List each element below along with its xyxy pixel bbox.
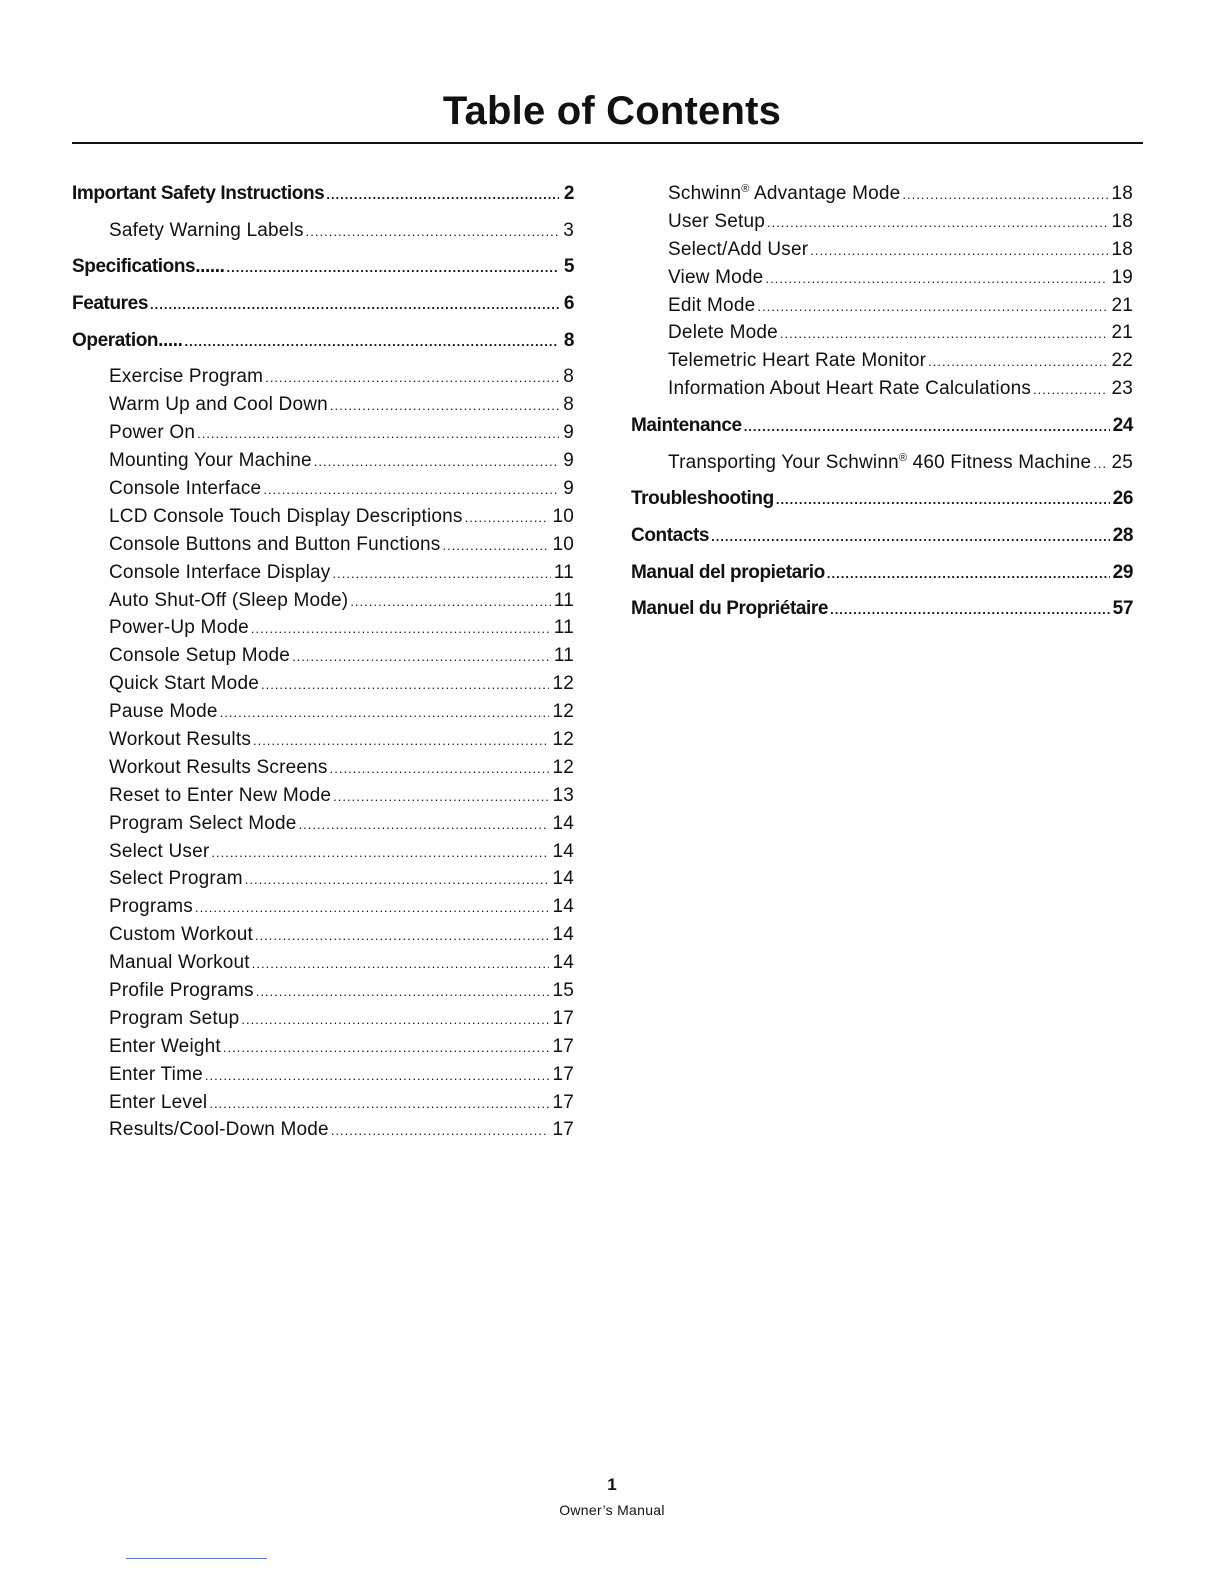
- toc-entry-title: Troubleshooting: [631, 488, 774, 510]
- toc-entry-label: [631, 522, 709, 550]
- toc-entry-label: [72, 180, 324, 208]
- toc-entry-label: [109, 391, 328, 419]
- toc-page-number: 17: [552, 1035, 574, 1057]
- toc-entry-label: [109, 447, 312, 475]
- dot-leader: [223, 1033, 550, 1061]
- toc-page-number: 9: [563, 450, 574, 472]
- toc-page-number: 23: [1111, 378, 1133, 400]
- toc-entry-label: [72, 253, 225, 281]
- dot-leader: [765, 264, 1108, 292]
- toc-page-number: 57: [1112, 598, 1133, 620]
- toc-page-number: 12: [552, 701, 574, 723]
- toc-section-entry[interactable]: [631, 522, 1133, 550]
- dot-leader: [265, 363, 559, 391]
- dot-leader: [292, 642, 551, 670]
- dot-leader: [261, 670, 549, 698]
- toc-page-number: 9: [563, 478, 574, 499]
- dot-leader: [757, 292, 1108, 320]
- toc-page-number: 24: [1112, 414, 1133, 436]
- dot-leader: [827, 559, 1110, 587]
- toc-entry-title: Console Setup Mode: [109, 645, 291, 667]
- toc-page-number: 15: [552, 980, 574, 1002]
- toc-entry-label: [109, 698, 218, 726]
- dot-leader: [205, 1061, 550, 1089]
- toc-subsection-entry[interactable]: [72, 865, 574, 893]
- toc-entry-title: Console Interface Display: [109, 561, 331, 583]
- dot-leader: [711, 522, 1110, 550]
- toc-entry-label: [109, 614, 249, 642]
- toc-page-number: 11: [553, 589, 574, 611]
- toc-subsection-entry[interactable]: [72, 531, 574, 559]
- dot-leader: [776, 485, 1110, 513]
- dot-leader: [253, 726, 549, 754]
- toc-entry-title: Information About Heart Rate Calculations: [668, 378, 1032, 400]
- toc-entry-label: [668, 319, 778, 347]
- toc-page-number: 17: [552, 1007, 574, 1029]
- toc-entry-title: Enter Time: [109, 1063, 203, 1085]
- page-title: Table of Contents: [442, 89, 782, 133]
- footer-link-underline: [126, 1558, 267, 1559]
- toc-entry-title: Schwinn: [668, 183, 742, 204]
- toc-entry-title: Specifications......: [72, 256, 225, 278]
- toc-section-entry[interactable]: [72, 253, 574, 281]
- toc-entry-title: Select/Add User: [668, 238, 809, 260]
- toc-entry-label: [109, 1033, 221, 1061]
- toc-page-number: 29: [1112, 561, 1133, 583]
- toc-subsection-entry[interactable]: [72, 391, 574, 419]
- toc-entry-title: Manual del propietario: [631, 561, 825, 583]
- toc-page-number: 14: [552, 868, 574, 890]
- toc-page-number: 8: [563, 394, 574, 416]
- dot-leader: [220, 698, 550, 726]
- toc-entry-label: [109, 1005, 239, 1033]
- toc-subsection-entry[interactable]: [631, 375, 1133, 403]
- dot-leader: [185, 327, 559, 355]
- dot-leader: [1093, 449, 1108, 477]
- toc-entry-label: [109, 838, 209, 866]
- toc-right-column: [631, 180, 1133, 623]
- dot-leader: [830, 595, 1110, 623]
- toc-subsection-entry[interactable]: [72, 1061, 574, 1089]
- toc-subsection-entry[interactable]: [72, 977, 574, 1005]
- dot-leader: [195, 893, 549, 921]
- toc-entry-title: Contacts: [631, 524, 710, 546]
- dot-leader: [928, 347, 1108, 375]
- toc-subsection-entry[interactable]: [72, 503, 574, 531]
- toc-entry-title: Power-Up Mode: [109, 617, 249, 639]
- footer-text: Owner’s Manual: [559, 1502, 665, 1518]
- toc-entry-title: View Mode: [668, 266, 764, 288]
- toc-subsection-entry[interactable]: [72, 642, 574, 670]
- toc-page-number: 18: [1111, 183, 1133, 204]
- dot-leader: [299, 810, 550, 838]
- toc-entry-title: Operation.....: [72, 329, 183, 351]
- toc-entry-title: Results/Cool-Down Mode: [109, 1119, 329, 1141]
- toc-entry-label: [631, 412, 742, 440]
- dot-leader: [314, 447, 559, 475]
- toc-subsection-entry[interactable]: [72, 670, 574, 698]
- footer-page-number: 1: [607, 1475, 617, 1494]
- toc-page-number: 12: [552, 756, 574, 778]
- toc-entry-title: Reset to Enter New Mode: [109, 784, 332, 806]
- toc-entry-title: Workout Results Screens: [109, 756, 328, 778]
- toc-entry-title: Maintenance: [631, 414, 742, 436]
- toc-page-number: 5: [563, 256, 574, 278]
- registered-mark: ®: [898, 451, 908, 464]
- toc-page-number: 10: [552, 505, 574, 527]
- toc-subsection-entry[interactable]: [72, 782, 574, 810]
- toc-entry-title: Select User: [109, 840, 210, 862]
- toc-subsection-entry[interactable]: [72, 921, 574, 949]
- toc-page-number: 18: [1111, 238, 1133, 260]
- toc-entry-label: [109, 670, 259, 698]
- dot-leader: [245, 865, 550, 893]
- toc-subsection-entry[interactable]: [631, 180, 1133, 208]
- toc-entry-label: [668, 180, 900, 208]
- toc-entry-title: Auto Shut-Off (Sleep Mode): [109, 589, 349, 611]
- toc-section-entry[interactable]: [631, 485, 1133, 513]
- toc-entry-title: Enter Weight: [109, 1035, 221, 1057]
- toc-subsection-entry[interactable]: [72, 1033, 574, 1061]
- toc-entry-title: Manuel du Propriétaire: [631, 598, 829, 620]
- toc-subsection-entry[interactable]: [72, 614, 574, 642]
- dot-leader: [902, 180, 1108, 208]
- toc-entry-title-suffix: 460 Fitness Machine: [907, 451, 1092, 473]
- toc-entry-title: Safety Warning Labels: [109, 219, 304, 241]
- toc-entry-label: [668, 292, 755, 320]
- toc-page-number: 18: [1111, 210, 1133, 232]
- dot-leader: [241, 1005, 549, 1033]
- dot-leader: [330, 391, 559, 419]
- toc-subsection-entry[interactable]: [631, 347, 1133, 375]
- toc-subsection-entry[interactable]: [72, 726, 574, 754]
- toc-subsection-entry[interactable]: [72, 754, 574, 782]
- toc-section-entry[interactable]: [72, 180, 574, 208]
- toc-entry-label: [109, 726, 251, 754]
- toc-entry-label: [109, 1089, 207, 1117]
- toc-page-number: 28: [1112, 524, 1133, 546]
- toc-subsection-entry[interactable]: [72, 363, 574, 391]
- toc-entry-label: [668, 236, 808, 264]
- toc-page-number: 22: [1111, 350, 1133, 372]
- toc-entry-label: [72, 290, 148, 318]
- dot-leader: [255, 921, 550, 949]
- toc-entry-title: Programs: [109, 896, 193, 918]
- toc-subsection-entry[interactable]: [72, 447, 574, 475]
- dot-leader: [442, 531, 549, 559]
- toc-entry-label: [109, 503, 463, 531]
- toc-page-number: 11: [553, 617, 574, 639]
- toc-page-number: 9: [563, 422, 574, 444]
- toc-entry-label: [668, 347, 926, 375]
- toc-page-number: 21: [1111, 294, 1133, 316]
- toc-page-number: 12: [552, 673, 574, 695]
- dot-leader: [209, 1089, 549, 1117]
- toc-subsection-entry[interactable]: [631, 208, 1133, 236]
- toc-entry-title: Workout Results: [109, 729, 252, 751]
- toc-entry-label: [109, 810, 297, 838]
- toc-entry-title: Console Interface: [109, 478, 262, 499]
- toc-subsection-entry[interactable]: [72, 475, 574, 503]
- toc-entry-title: Manual Workout: [109, 952, 250, 974]
- dot-leader: [306, 217, 559, 245]
- toc-section-entry[interactable]: [72, 327, 574, 355]
- toc-entry-title: Program Setup: [109, 1007, 240, 1029]
- toc-entry-label: [109, 475, 261, 503]
- toc-entry-title: Mounting Your Machine: [109, 450, 312, 472]
- toc-page-number: 19: [1111, 266, 1133, 288]
- toc-entry-label: [668, 208, 765, 236]
- dot-leader: [767, 208, 1108, 236]
- toc-entry-label: [109, 559, 331, 587]
- toc-entry-title: Program Select Mode: [109, 812, 297, 834]
- toc-entry-title: Transporting Your Schwinn: [668, 451, 899, 473]
- toc-subsection-entry[interactable]: [631, 264, 1133, 292]
- toc-subsection-entry[interactable]: [72, 893, 574, 921]
- toc-subsection-entry[interactable]: [631, 292, 1133, 320]
- toc-entry-title: Select Program: [109, 868, 243, 890]
- dot-leader: [350, 587, 551, 615]
- toc-subsection-entry[interactable]: [72, 810, 574, 838]
- dot-leader: [263, 475, 559, 503]
- toc-section-entry[interactable]: [72, 290, 574, 318]
- dot-leader: [744, 412, 1110, 440]
- toc-page-number: 3: [563, 219, 574, 241]
- toc-subsection-entry[interactable]: [72, 419, 574, 447]
- toc-page-number: 17: [552, 1119, 574, 1141]
- title-divider: [72, 142, 1143, 144]
- toc-page-number: 17: [552, 1063, 574, 1085]
- toc-subsection-entry[interactable]: [631, 236, 1133, 264]
- toc-entry-title: Edit Mode: [668, 294, 756, 316]
- toc-page-number: 14: [552, 840, 574, 862]
- toc-entry-label: [109, 363, 263, 391]
- toc-subsection-entry[interactable]: [72, 1089, 574, 1117]
- toc-subsection-entry[interactable]: [72, 698, 574, 726]
- dot-leader: [150, 290, 559, 318]
- toc-entry-title: Console Buttons and Button Functions: [109, 533, 441, 555]
- dot-leader: [810, 236, 1108, 264]
- toc-subsection-entry[interactable]: [72, 217, 574, 245]
- toc-entry-title: Telemetric Heart Rate Monitor: [668, 350, 927, 372]
- toc-entry-label: [668, 375, 1031, 403]
- toc-page-number: 14: [552, 952, 574, 974]
- toc-page-number: 2: [563, 183, 574, 204]
- toc-page-number: 12: [552, 729, 574, 751]
- toc-subsection-entry[interactable]: [631, 319, 1133, 347]
- dot-leader: [211, 838, 549, 866]
- toc-page-number: 13: [552, 784, 574, 806]
- toc-entry-title: LCD Console Touch Display Descriptions: [109, 505, 463, 527]
- dot-leader: [227, 253, 560, 281]
- dot-leader: [465, 503, 550, 531]
- toc-entry-title: Important Safety Instructions: [72, 183, 325, 204]
- toc-entry-label: [109, 865, 243, 893]
- toc-section-entry[interactable]: [631, 595, 1133, 623]
- toc-entry-title: Quick Start Mode: [109, 673, 259, 695]
- toc-entry-label: [668, 449, 1091, 477]
- toc-entry-label: [109, 893, 193, 921]
- toc-subsection-entry[interactable]: [631, 449, 1133, 477]
- toc-entry-label: [668, 264, 763, 292]
- toc-entry-title: Power On: [109, 422, 196, 444]
- toc-entry-label: [72, 327, 183, 355]
- toc-entry-title: Pause Mode: [109, 701, 218, 723]
- toc-entry-title: User Setup: [668, 210, 766, 232]
- toc-entry-title: Profile Programs: [109, 980, 254, 1002]
- dot-leader: [331, 1116, 550, 1144]
- toc-page-number: 17: [552, 1091, 574, 1113]
- toc-page-number: 6: [563, 293, 574, 315]
- dot-leader: [252, 949, 550, 977]
- toc-entry-title: Custom Workout: [109, 924, 253, 946]
- toc-page-number: 14: [552, 924, 574, 946]
- toc-entry-title: Exercise Program: [109, 366, 264, 388]
- toc-subsection-entry[interactable]: [72, 838, 574, 866]
- toc-entry-label: [109, 642, 290, 670]
- dot-leader: [1033, 375, 1108, 403]
- toc-entry-label: [109, 531, 440, 559]
- toc-entry-label: [631, 595, 828, 623]
- toc-subsection-entry[interactable]: [72, 559, 574, 587]
- toc-entry-label: [109, 1061, 203, 1089]
- toc-entry-label: [631, 485, 774, 513]
- registered-mark: ®: [741, 183, 750, 195]
- dot-leader: [330, 754, 550, 782]
- toc-entry-title: Delete Mode: [668, 322, 778, 344]
- toc-page-number: 10: [552, 533, 574, 555]
- toc-page-number: 11: [553, 645, 574, 667]
- toc-page-number: 14: [552, 896, 574, 918]
- toc-page-number: 11: [553, 561, 574, 583]
- toc-subsection-entry[interactable]: [72, 949, 574, 977]
- dot-leader: [333, 559, 551, 587]
- toc-entry-title: Features: [72, 293, 149, 315]
- toc-page-number: 8: [563, 329, 574, 351]
- toc-entry-label: [109, 419, 195, 447]
- toc-entry-label: [109, 782, 331, 810]
- toc-page-number: 14: [552, 812, 574, 834]
- toc-entry-label: [109, 977, 254, 1005]
- toc-entry-label: [109, 587, 348, 615]
- toc-section-entry[interactable]: [631, 559, 1133, 587]
- toc-entry-label: [109, 921, 253, 949]
- toc-left-column: [72, 180, 574, 1144]
- toc-page-number: 8: [563, 366, 574, 388]
- toc-page-number: 25: [1111, 451, 1133, 473]
- toc-section-entry[interactable]: [631, 412, 1133, 440]
- toc-entry-label: [109, 754, 328, 782]
- dot-leader: [197, 419, 559, 447]
- toc-entry-label: [109, 949, 250, 977]
- toc-entry-title: Enter Level: [109, 1091, 208, 1113]
- toc-subsection-entry[interactable]: [72, 587, 574, 615]
- toc-page-number: 21: [1111, 322, 1133, 344]
- toc-subsection-entry[interactable]: [72, 1116, 574, 1144]
- toc-entry-label: [631, 559, 825, 587]
- dot-leader: [780, 319, 1109, 347]
- toc-entry-label: [109, 217, 304, 245]
- dot-leader: [326, 180, 559, 208]
- toc-entry-title: Warm Up and Cool Down: [109, 394, 328, 416]
- toc-page-number: 26: [1112, 488, 1133, 510]
- dot-leader: [251, 614, 551, 642]
- toc-entry-label: [109, 1116, 329, 1144]
- dot-leader: [256, 977, 550, 1005]
- toc-subsection-entry[interactable]: [72, 1005, 574, 1033]
- dot-leader: [333, 782, 549, 810]
- toc-entry-title-suffix: Advantage Mode: [749, 183, 901, 204]
